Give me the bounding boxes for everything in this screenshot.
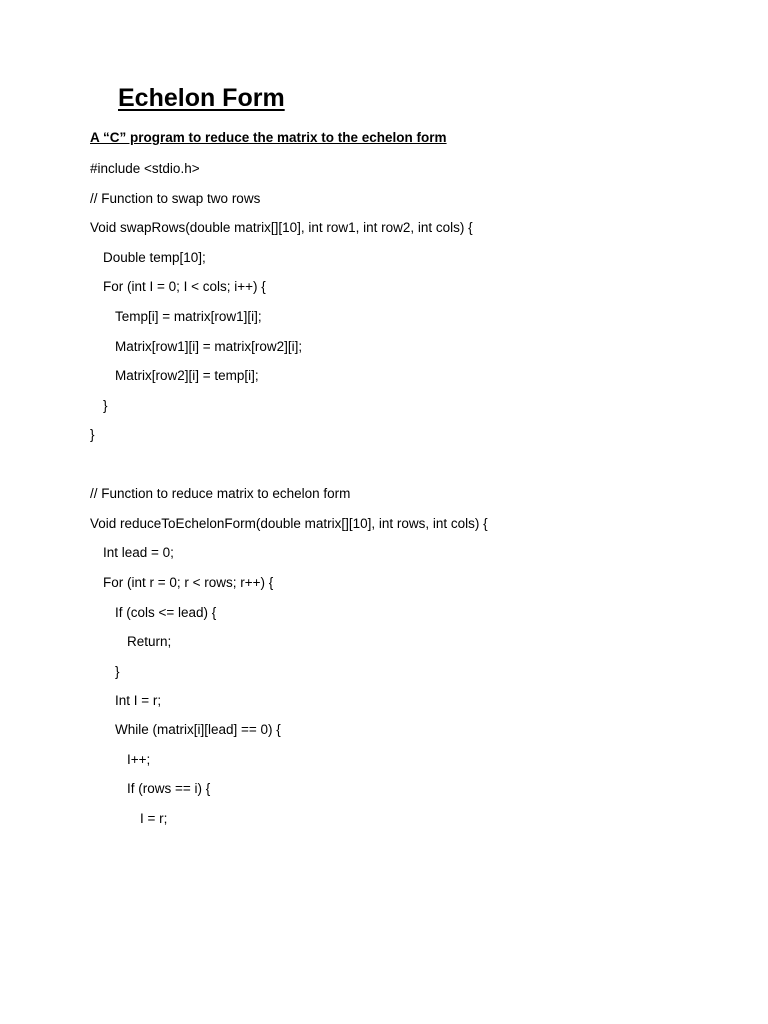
code-line-comment-reduce: // Function to reduce matrix to echelon form <box>90 486 351 501</box>
code-line-lead-decl: Int lead = 0; <box>103 545 174 560</box>
code-line-close-for: } <box>103 398 108 413</box>
code-line-row1-assign: Matrix[row1][i] = matrix[row2][i]; <box>115 339 303 354</box>
document-title: Echelon Form <box>118 84 285 112</box>
code-line-temp-assign: Temp[i] = matrix[row1][i]; <box>115 309 262 324</box>
code-line-reset-i: I = r; <box>140 811 168 826</box>
code-line-include: #include <stdio.h> <box>90 161 200 176</box>
code-line-comment-swap: // Function to swap two rows <box>90 191 261 206</box>
code-line-row2-assign: Matrix[row2][i] = temp[i]; <box>115 368 259 383</box>
document-subtitle: A “C” program to reduce the matrix to the echelon form <box>90 130 447 145</box>
code-line-for-cols: For (int I = 0; I < cols; i++) { <box>103 279 266 294</box>
code-line-reduce-signature: Void reduceToEchelonForm(double matrix[][10], int rows, int cols) { <box>90 516 488 531</box>
code-line-increment: I++; <box>127 752 151 767</box>
code-line-if-rows: If (rows == i) { <box>127 781 211 796</box>
code-line-for-rows: For (int r = 0; r < rows; r++) { <box>103 575 274 590</box>
code-line-swaprows-signature: Void swapRows(double matrix[][10], int row1, int row2, int cols) { <box>90 220 473 235</box>
code-line-close-swaprows: } <box>90 427 95 442</box>
code-line-if-cols-lead: If (cols <= lead) { <box>115 605 217 620</box>
code-line-i-decl: Int I = r; <box>115 693 162 708</box>
code-line-while: While (matrix[i][lead] == 0) { <box>115 722 281 737</box>
code-line-close-if: } <box>115 664 120 679</box>
code-line-temp-decl: Double temp[10]; <box>103 250 206 265</box>
code-line-return: Return; <box>127 634 172 649</box>
